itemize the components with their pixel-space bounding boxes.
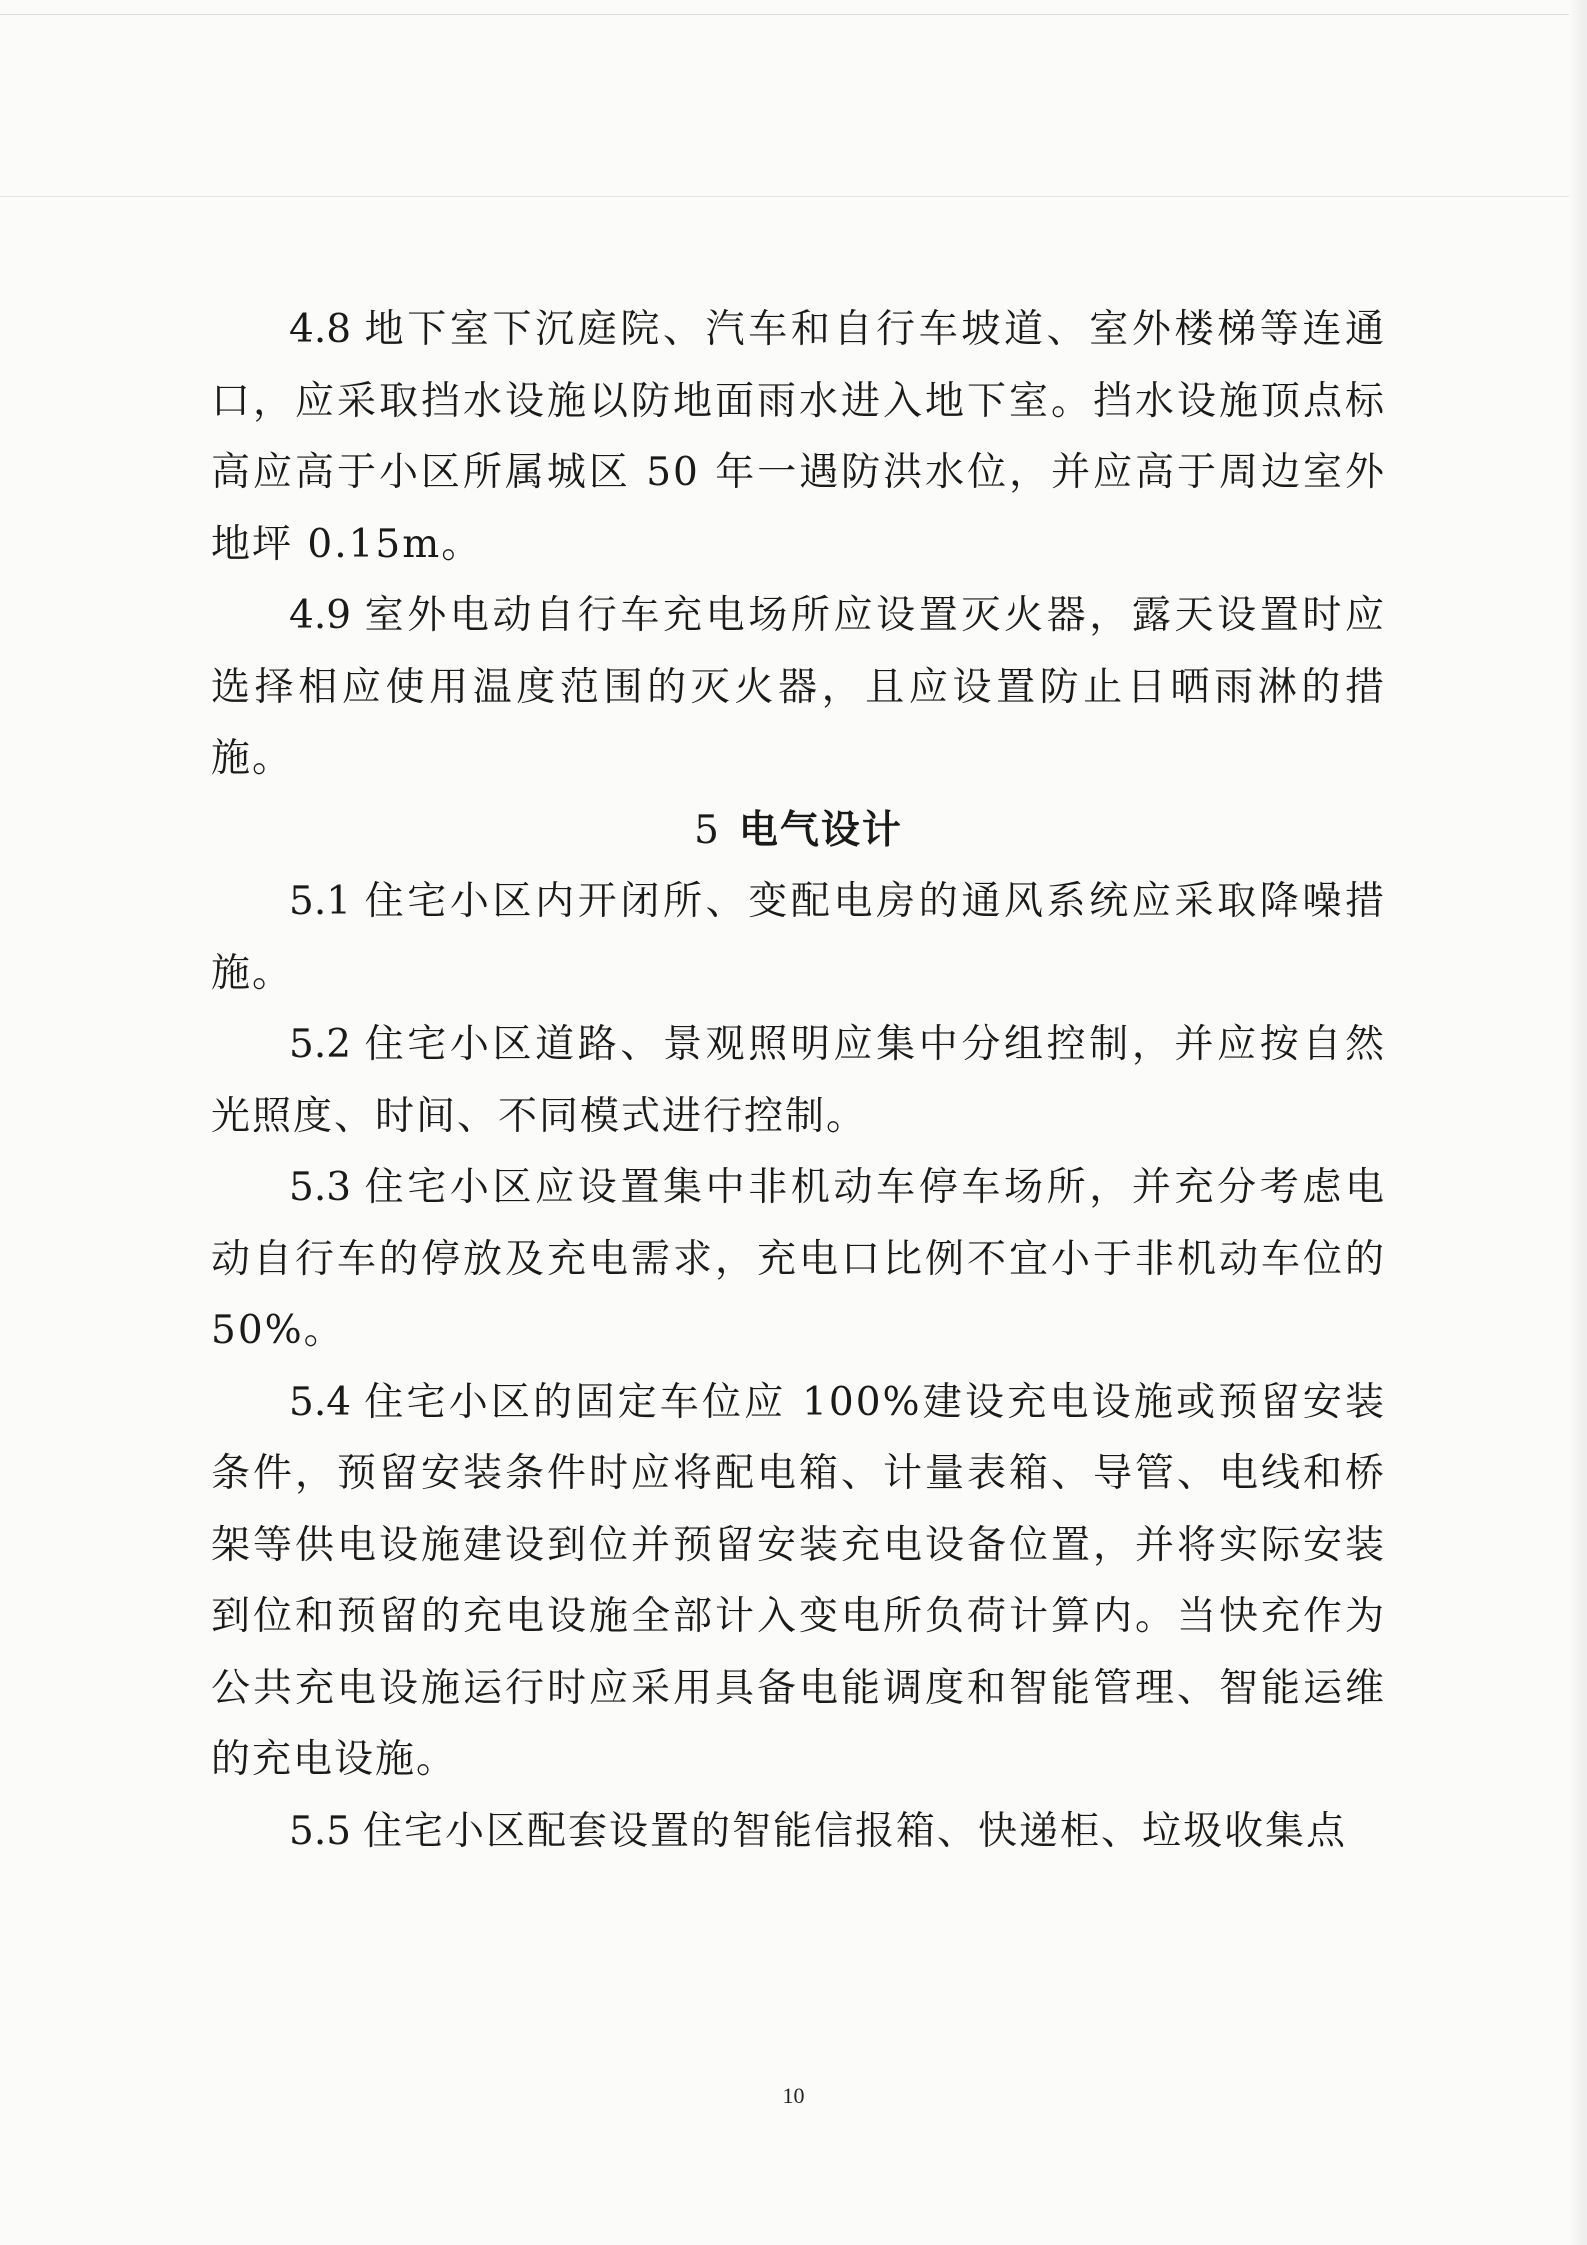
clause-number: 4.8 bbox=[289, 307, 352, 352]
clause-5-2 bbox=[211, 1009, 1386, 1152]
section-title: 电气设计 bbox=[738, 806, 903, 853]
document-body bbox=[211, 294, 1386, 1867]
clause-text: 住宅小区内开闭所、变配电房的通风系统应采取降噪措施。 bbox=[211, 879, 1386, 996]
scan-artifact-edge bbox=[1569, 0, 1587, 2245]
clause-number: 5.5 bbox=[289, 1808, 352, 1854]
clause-number: 5.4 bbox=[289, 1379, 352, 1425]
scan-artifact-line bbox=[0, 196, 1587, 197]
clause-text: 住宅小区配套设置的智能信报箱、快递柜、垃圾收集点 bbox=[363, 1808, 1348, 1854]
clause-5-1 bbox=[211, 866, 1386, 1009]
clause-number: 5.2 bbox=[289, 1022, 352, 1067]
clause-4-8 bbox=[211, 294, 1386, 580]
clause-number: 4.9 bbox=[289, 593, 352, 638]
clause-text: 室外电动自行车充电场所应设置灭火器，露天设置时应选择相应使用温度范围的灭火器，且应设置防止日晒雨淋的措施。 bbox=[211, 593, 1386, 781]
section-heading bbox=[211, 795, 1386, 867]
clause-5-4 bbox=[211, 1367, 1386, 1796]
clause-5-3 bbox=[211, 1152, 1386, 1367]
clause-5-5 bbox=[211, 1796, 1386, 1868]
clause-text: 地下室下沉庭院、汽车和自行车坡道、室外楼梯等连通口，应采取挡水设施以防地面雨水进入地下室。挡水设施顶点标高应高于小区所属城区 50 年一遇防洪水位，并应高于周边室外地坪 0.15m。 bbox=[211, 307, 1386, 567]
clause-4-9 bbox=[211, 580, 1386, 795]
clause-number: 5.3 bbox=[289, 1165, 352, 1210]
scan-artifact-line bbox=[0, 14, 1587, 15]
clause-number: 5.1 bbox=[289, 879, 352, 924]
clause-text: 住宅小区应设置集中非机动车停车场所，并充分考虑电动自行车的停放及充电需求，充电口比例不宜小于非机动车位的 50%。 bbox=[211, 1165, 1386, 1353]
clause-text: 住宅小区道路、景观照明应集中分组控制，并应按自然光照度、时间、不同模式进行控制。 bbox=[211, 1022, 1386, 1139]
clause-text: 住宅小区的固定车位应 100%建设充电设施或预留安装条件，预留安装条件时应将配电箱、计量表箱、导管、电线和桥架等供电设施建设到位并预留安装充电设备位置，并将实际安装到位和预留的充电设施全部计入变电所负荷计算内。当快充作为公共充电设施运行时应采用具备电能调度和智能管理、智能运维的充电设施。 bbox=[211, 1379, 1386, 1782]
section-number: 5 bbox=[694, 807, 721, 853]
page-number: 10 bbox=[782, 2083, 805, 2108]
